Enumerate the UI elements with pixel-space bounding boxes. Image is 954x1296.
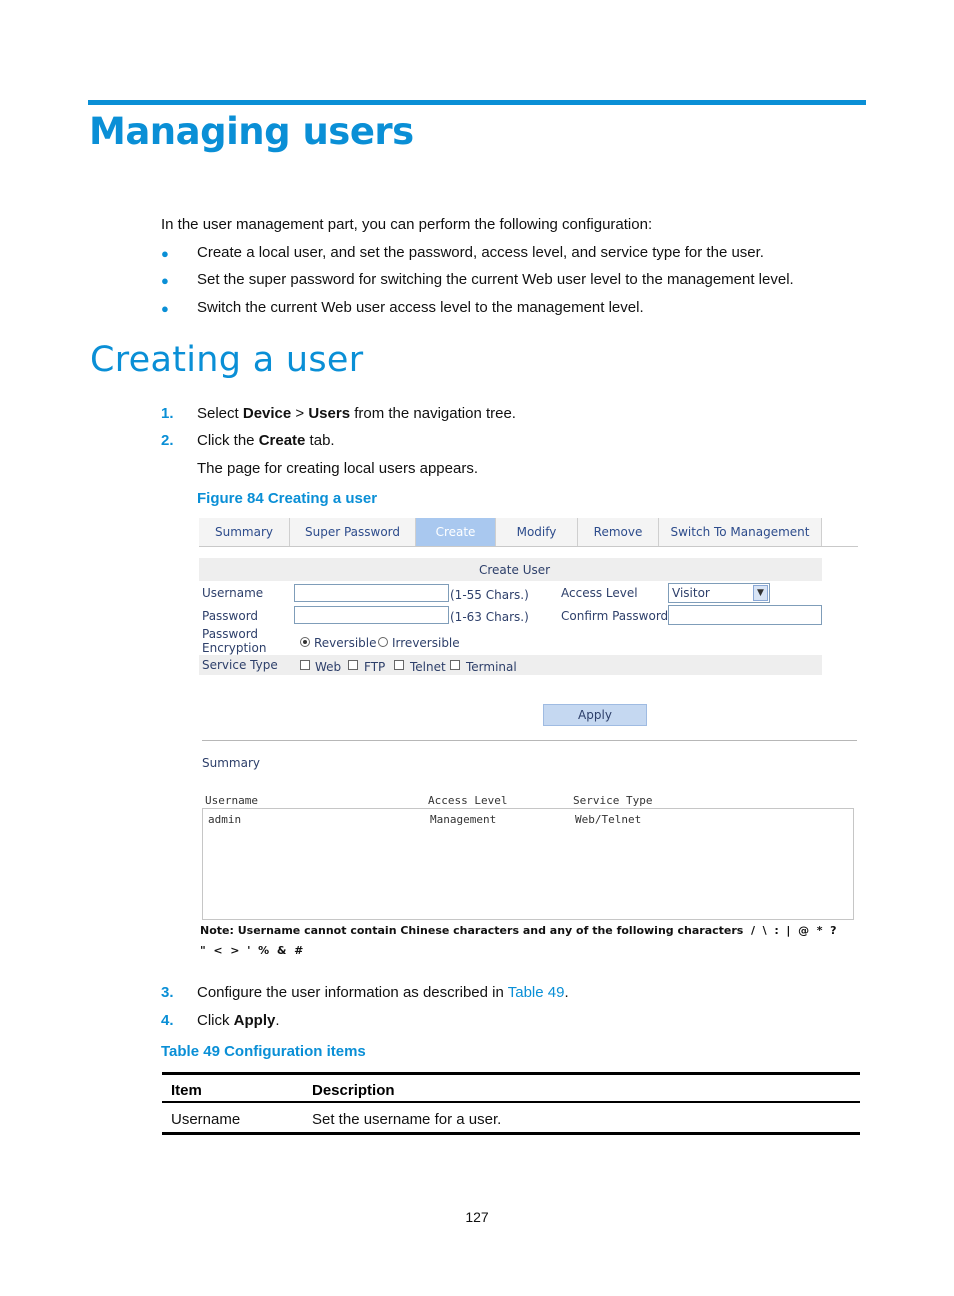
step-number: 1. <box>161 405 174 422</box>
figure-create-user <box>199 518 858 960</box>
irreversible-label: Irreversible <box>392 636 460 650</box>
service-type-label: Service Type <box>202 658 278 672</box>
summary-header-username: Username <box>205 794 258 807</box>
step-text: Select Device > Users from the navigation tree. <box>197 405 516 422</box>
table-header-item: Item <box>171 1082 202 1099</box>
password-input[interactable] <box>294 606 449 624</box>
password-label: Password <box>202 609 259 623</box>
username-input[interactable] <box>294 584 449 602</box>
step-text: Click the Create tab. <box>197 432 335 449</box>
tab-create[interactable]: Create <box>416 518 496 546</box>
ftp-checkbox[interactable] <box>348 660 358 670</box>
step-number: 2. <box>161 432 174 449</box>
summary-list[interactable] <box>202 808 854 920</box>
password-hint: (1-63 Chars.) <box>450 610 529 624</box>
chevron-down-icon[interactable]: ▼ <box>753 585 768 601</box>
ftp-label: FTP <box>364 660 386 674</box>
bullet-item: Set the super password for switching the current Web user level to the management level. <box>197 271 794 288</box>
encryption-label: Password <box>202 627 259 641</box>
web-label: Web <box>315 660 342 674</box>
bullet-dot: ● <box>161 301 169 316</box>
table-cell-description: Set the username for a user. <box>312 1111 502 1128</box>
table-49-link[interactable]: Table 49 <box>507 984 565 1001</box>
bullet-dot: ● <box>161 246 169 261</box>
tab-summary[interactable]: Summary <box>199 518 290 546</box>
web-checkbox[interactable] <box>300 660 310 670</box>
summary-label: Summary <box>202 756 260 770</box>
intro-text: In the user management part, you can perform the following configuration: <box>161 216 653 233</box>
page-number: 127 <box>465 1209 489 1225</box>
confirm-password-input[interactable] <box>668 605 822 625</box>
note-line: " < > ' % & # <box>200 944 304 957</box>
step-number: 3. <box>161 984 174 1001</box>
step-text: Click Apply. <box>197 1012 280 1029</box>
summary-header-access-level: Access Level <box>428 794 508 807</box>
username-label: Username <box>202 586 264 600</box>
tab-super-password[interactable]: Super Password <box>290 518 416 546</box>
divider <box>202 740 857 741</box>
heading-rule <box>88 100 866 105</box>
step-result: The page for creating local users appears. <box>197 460 478 477</box>
telnet-checkbox[interactable] <box>394 660 404 670</box>
bullet-dot: ● <box>161 273 169 288</box>
table-top-rule <box>162 1072 860 1075</box>
reversible-radio[interactable] <box>300 637 310 647</box>
step-number: 4. <box>161 1012 174 1029</box>
apply-button[interactable]: Apply <box>543 704 647 726</box>
summary-cell-access-level: Management <box>430 813 497 826</box>
confirm-password-label: Confirm Password <box>561 609 669 623</box>
terminal-label: Terminal <box>466 660 517 674</box>
tab-remove[interactable]: Remove <box>578 518 659 546</box>
figure-caption: Figure 84 Creating a user <box>197 490 378 507</box>
terminal-checkbox[interactable] <box>450 660 460 670</box>
encryption-label: Encryption <box>202 641 267 655</box>
tab-switch-to-management[interactable]: Switch To Management <box>659 518 822 546</box>
page-title: Managing users <box>89 110 414 153</box>
tab-modify[interactable]: Modify <box>496 518 578 546</box>
section-title: Creating a user <box>90 340 364 380</box>
tab-bar <box>199 518 858 547</box>
note-line: Note: Username cannot contain Chinese characters and any of the following characters / \ : | @ * ? <box>200 924 837 937</box>
table-header-rule <box>162 1101 860 1103</box>
access-level-select[interactable] <box>668 583 770 603</box>
telnet-label: Telnet <box>410 660 446 674</box>
summary-cell-service-type: Web/Telnet <box>575 813 642 826</box>
step-text: Configure the user information as described in Table 49. <box>197 984 569 1001</box>
summary-header-service-type: Service Type <box>573 794 653 807</box>
table-caption: Table 49 Configuration items <box>161 1043 366 1060</box>
irreversible-radio[interactable] <box>378 637 388 647</box>
summary-cell-username: admin <box>208 813 242 826</box>
access-level-label: Access Level <box>561 586 638 600</box>
reversible-label: Reversible <box>314 636 377 650</box>
access-level-value: Visitor <box>672 586 710 600</box>
table-bottom-rule <box>162 1132 860 1135</box>
table-cell-item: Username <box>171 1111 241 1128</box>
bullet-item: Switch the current Web user access level to the management level. <box>197 299 644 316</box>
form-title: Create User <box>479 563 551 577</box>
table-header-description: Description <box>312 1082 395 1099</box>
bullet-item: Create a local user, and set the password, access level, and service type for the user. <box>197 244 764 261</box>
username-hint: (1-55 Chars.) <box>450 588 529 602</box>
